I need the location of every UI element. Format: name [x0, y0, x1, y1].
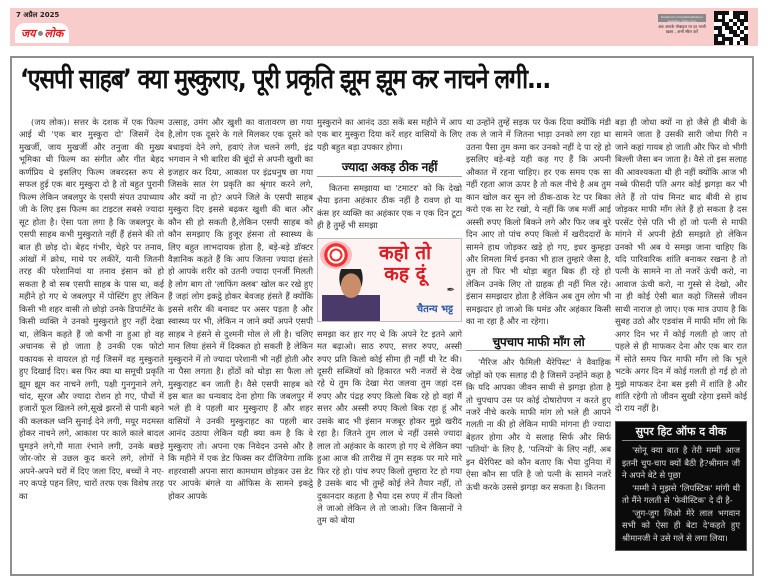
article-paragraph: उत्साह, उमंग और खुशी का वातावरण छा गया है,लोग एक दूसरे के गले मिलकर एक दूसरे को बधाइयां देने लगे, हवाएं तेज चलने लगी, इंद्र भगवान ने भी बारिश की बूंदों से अपनी खुशी का इजहार कर दिया, आकाश पर इंद्रधनुष छा गया जिसके सात रंग प्रकृति का श्रृंगार करने लगे, और क्यों ना हो? अपने जिले के एसपी साहब मुस्कुरा दिए इससे बढ़कर खुशी की बात और कौन सी हो सकती है,लेकिन एसपी साहब को कौन समझाए कि हुजूर हंसना तो स्वास्थ्य के लिए बहुत लाभदायक होता है, बड़े-बड़े डॉक्टर वैज्ञानिक कहते हैं कि आप जितना ज्यादा हंसते हो आपके शरीर को उतनी ज्यादा एनर्जी मिलती है लोग बाग तो 'लाफिंग क्लब' खोल कर रखे हुए हैं जहां लोग इकट्ठे होकर बेवजह हंसते हैं क्योंकि इससे शरीर की बनावट पर असर पड़ता है और स्वास्थ्य पर भी, लेकिन न जाने क्यों अपने एसपी साहब ने हंसने से दुश्मनी मोल ले ली है। चलिए मान लिया हंसने में दिक्कत हो सकती है लेकिन मुस्कुराने में तो ज्यादा परेशानी भी नहीं होती और ना पैसा लगता है। होंठों को थोड़ा सा फैला लो मुस्कुराहट बन जाती है। वैसे एसपी साहब को इस बात का धन्यवाद देना होगा कि जबलपुर में भले ही वे पहली बार मुस्कुराए हैं और शहर वासियों ने उनकी मुस्कुराहट का पहली बार आनंद उठाया लेकिन यही क्या कम है कि वे मुस्कुराए तो। अपना एक निवेदन उनसे और है कि महीने में एक डेट फिक्स कर दीजियेगा ताकि शहरवासी अपना सारा कामधाम छोड़कर उस डेट पर आपके बंगले या ऑफिस के सामने इकट्ठे होकर आपके: [168, 117, 313, 501]
article-headline: ‘एसपी साहब’ क्या मुस्कुराए, पूरी प्रकृति झूम झूम कर नाचने लगी...: [20, 64, 551, 95]
column-title-line-1: कहो तो: [379, 241, 431, 264]
author-name: चैतन्य भट्ट: [416, 304, 453, 316]
author-photo: [322, 269, 380, 321]
promo-text: अब आपके मोबाइल पर हर ताजी ख़बर , अभी स्कैन करें: [658, 24, 706, 34]
article-column-1: [19, 116, 164, 502]
qr-code-icon[interactable]: [714, 11, 748, 45]
article-paragraph: था उन्होंने तुम्हें सड़क पर फेंक दिया क्योंकि मंडी तक ले जाने में जितना भाड़ा उनको लग रहा था उतना पैसा तुम कमा कर उनको नहीं दे पा रहे हो इसलिए बड़े-बड़े यही कह गए हैं कि अपनी औकात में रहना चाहिए। हर एक समय एक सा नहीं रहता आज ऊपर है तो कल नीचे है अब तुम कान खोल कर सुन लो ठीक-ठाक रेट पर बिका करो एक सा रेट रखो, ये नहीं कि जब मर्जी आई अस्सी रुपए किलो बिकने लगे और फिर जब बुरे दिन आए तो पांच रुपए किलो में खरीददारों के सामने हाथ जोड़कर खड़े हो गए, इधर कुम्हड़ा और शिमला मिर्च इनका भी हाल तुम्हारे जैसा है, तुम तो फिर भी थोड़ा बहुत बिक ही रहे हो लेकिन उनके लिए तो ग्राहक ही नहीं मिल रहे। इंसान समझदार होता है लेकिन अब तुम लोग भी समझदार हो जाओ कि घमंड और अहंकार किसी का ना रहा है और ना रहेगा।: [466, 117, 611, 327]
column-title-line-2: कह दूं: [384, 262, 426, 285]
article-frame: [10, 56, 754, 576]
logo-globe-icon: [38, 31, 43, 36]
column-banner: [317, 238, 462, 322]
superhit-title: सुपर हिट ऑफ द वीक: [622, 426, 740, 441]
article-column-4: [466, 116, 611, 493]
article-paragraph: मुस्कुराने का आनंद उठा सकें बस महीने में आप एक बार मुस्कुरा दिया करें शहर वासियों के लिए यही बहुत बड़ा उपकार होगा।: [317, 117, 462, 152]
superhit-box: [615, 421, 747, 551]
article-paragraph: (जय लोक)। सत्तर के दशक में एक फिल्म आई थी 'एक बार मुस्कुरा दो' जिसमें देव मुखर्जी, जाय मुखर्जी और तनुजा की मुख्य भूमिका थी फिल्म का संगीत और गीत बेहद कर्णप्रिय थे इसलिए फिल्म जबरदस्त रूप से सफल हुई एक बार मुस्कुरा दो है तो बहुत पुरानी फिल्म लेकिन जबलपुर के एसपी संपत उपाध्याय जी के लिए इस फिल्म का टाइटल सबसे ज्यादा सूट होता है। ऐसा पता लगा है कि जबलपुर के एसपी साहब कभी मुस्कुराते नहीं हैं हंसने की तो बात ही छोड़ दो। बेहद गंभीर, चेहरे पर तनाव, आंखों में क्रोध, माथे पर लकीरें, यानी जितनी तरह की परेशानियां या तनाव इंसान को हो सकता है वो सब एसपी साहब के पास था, कई महीने हो गए थे जबलपुर में पोस्टिंग हुए लेकिन किसी भी शहर वासी तो छोड़ो उनके डिपार्टमेंट के किसी व्यक्ति ने उनको मुस्कुराते हुए नहीं देखा था, लेकिन कहते हैं जो कभी ना हुआ हो वह अचानक से हो जाता है उनकी एक फोटो यकायक से वायरल हो गई जिसमें वह मुस्कुराते हुए दिखाई दिए। बस फिर क्या था समूची प्रकृति झूम झूम कर नाचने लगी, पक्षी गुनगुनाने लगे, चांद, सूरज और ज्यादा रोशन हो गए, पौधों में हजारों फूल खिलने लगे,सूखे झरनों से पानी बहने की कलकल ध्वनि सुनाई देने लगी, मयूर मदमस्त होकर नाचने लगे, आकाश पर काले काले बादल घुमड़ने लगे,गौ माता रंभाने लगी, उनके बछड़े जोर-जोर से उछल कूद करने लगे, लोगों ने अपने-अपने घरों में दिए जला दिए, बच्चों ने नए-नए कपड़े पहन लिए, चारों तरफ एक विशेष तरह का: [19, 117, 164, 501]
logo-text-left: जय: [21, 26, 36, 40]
pen-nib-icon: ✒: [446, 284, 455, 296]
article-paragraph: कितना समझाया था 'टमाटर' को कि देखो भैया इतना अहंकार ठीक नहीं है रावण हो या कंस हर व्यक्ति का अहंकार एक न एक दिन टूटा ही है तुम्हें भी समझा: [317, 182, 462, 231]
qr-module: [744, 41, 748, 45]
issue-date: 7 अप्रैल 2025: [16, 11, 60, 19]
article-paragraph: समझा कर हार गए थे कि अपने रेट इतने आगे मत बढ़ाओ। साठ रुपए, सत्तर रुपए, अस्सी रुपए प्रति किलो कोई सीमा ही नहीं थी रेट की। दूसरी सब्जियों को हिकारत भरी नजरों से देख रहे थे तुम कि देखा मेरा जलवा तुम जहां दस रुपए और पंद्रह रुपए किलो बिक रहे हो वहां मैं सत्तर और अस्सी रुपए किलो बिक रहा हूं और उसके बाद भी इंसान मजबूर होकर मुझे खरीद रहा है। जितने तुम लाल थे नहीं उससे ज्यादा लाल तो अहंकार के कारण हो गए थे लेकिन क्या हुआ आज की तारीख में तुम सड़क पर मारे मारे फिर रहे हो। पांच रुपए किलो तुम्हारा रेट हो गया है उसके बाद भी तुम्हें कोई लेने तैयार नहीं, तो दुकानदार कहता है भैया दस रुपए में तीन किलो ले जाओ लेकिन ले तो जाओ। जिन किसानों ने तुम को बोया: [317, 328, 462, 526]
newspaper-logo[interactable]: [15, 23, 69, 43]
article-column-2: [168, 116, 313, 502]
section-subheading: ज्यादा अकड़ ठीक नहीं: [317, 161, 462, 176]
promo-block: [658, 14, 706, 34]
superhit-paragraph: 'सोनू क्या बात है तेरी मम्मी आज इतनी चुप-चाप क्यों बैठी है?श्रीमान जी ने अपने बेटे से पूछा: [622, 445, 740, 481]
logo-text-right: लोक: [44, 26, 64, 40]
superhit-paragraph: 'मम्मी ने मुझसे 'लिपस्टिक' मांगी थी तो मैंने गलती से 'फेवीस्टिक' दे दी है-: [622, 482, 740, 506]
article-column-3: [317, 116, 462, 527]
article-paragraph: बड़ा ही जोधा क्यों ना हो जैसे ही बीवी के सामने जाता है उसकी सारी जोधा गिरी न जाने कहां गायब हो जाती और फिर वो भीगी बिल्ली जैसा बन जाता है। वैसे तो इस सलाह की आवश्यकता थी ही नहीं क्योंकि आज भी नब्बे फीसदी पति अगर कोई झगड़ा कर भी लेते हैं तो पांच मिनट बाद बीवी से हाथ जोड़कर माफी माँग लेते हैं हो सकता है दस परसेंट ऐसे पति भी हों जो पत्नी से माफी मांगने में अपनी हेठी समझते हो लेकिन उनको भी अब ये समझ जाना चाहिए कि यदि पारिवारिक शांति बनाकर रखना है तो पत्नी के सामने ना तो नजरें ऊंची करो, ना आवाज ऊंची करो, ना गुस्से से देखो, और ना ही कोई ऐसी बात कहो जिससे जीवन साथी नाराज हो जाए। एक मात्र उपाय है कि सुबह उठो और एडवांस में माफी माँग लो कि अगर दिन भर में कोई गलती हो जाए तो पहले से ही माफकर देना और एक बार रात में सोते समय फिर माफी माँग लो कि भूले भटके अगर दिन में कोई गलती हो गई हो तो मुझे माफकर देना बस इसी में शांति है और शांति रहेगी तो जीवन सुखी रहेगा इसमें कोई दो राय नहीं है।: [615, 117, 747, 414]
swirl-logo-icon: [320, 241, 352, 269]
article-paragraph: 'मैरिज और फैमिली थैरेपिस्ट' ने वैवाहिक जोड़ों को एक सलाह दी है जिसमें उन्होंने कहा है कि यदि आपका जीवन साथी से झगड़ा होता है तो चुपचाप उस पर कोई दोषारोपण न करते हुए नजरें नीचे करके माफी मांग लो भले ही आपने गलती ना की हो लेकिन माफी मांगना ही ज्यादा बेहतर होगा और ये सलाह सिर्फ और सिर्फ 'पतियों' के लिए है, 'पत्नियों' के लिए नहीं, अब इन थैरेपिस्ट को कौन बताए कि भैया दुनिया में ऐसा कौन सा पति है जो पत्नी के सामने नजरें ऊंची करके उससे झगड़ा कर सकता है। कितना: [466, 357, 611, 492]
article-column-5: [615, 116, 747, 551]
superhit-paragraph: 'जुग-जुग जिओ मेरे लाल भगवान सभी को ऐसा ही बेटा दे'कहते हुए श्रीमानजी ने उसे गले से लगा लिया।: [622, 507, 740, 543]
section-subheading: चुपचाप माफी माँग लो: [466, 336, 611, 351]
masthead: [10, 8, 758, 46]
social-links[interactable]: facebook.com/jailokjabalpur website: jailok.com: [658, 14, 706, 22]
